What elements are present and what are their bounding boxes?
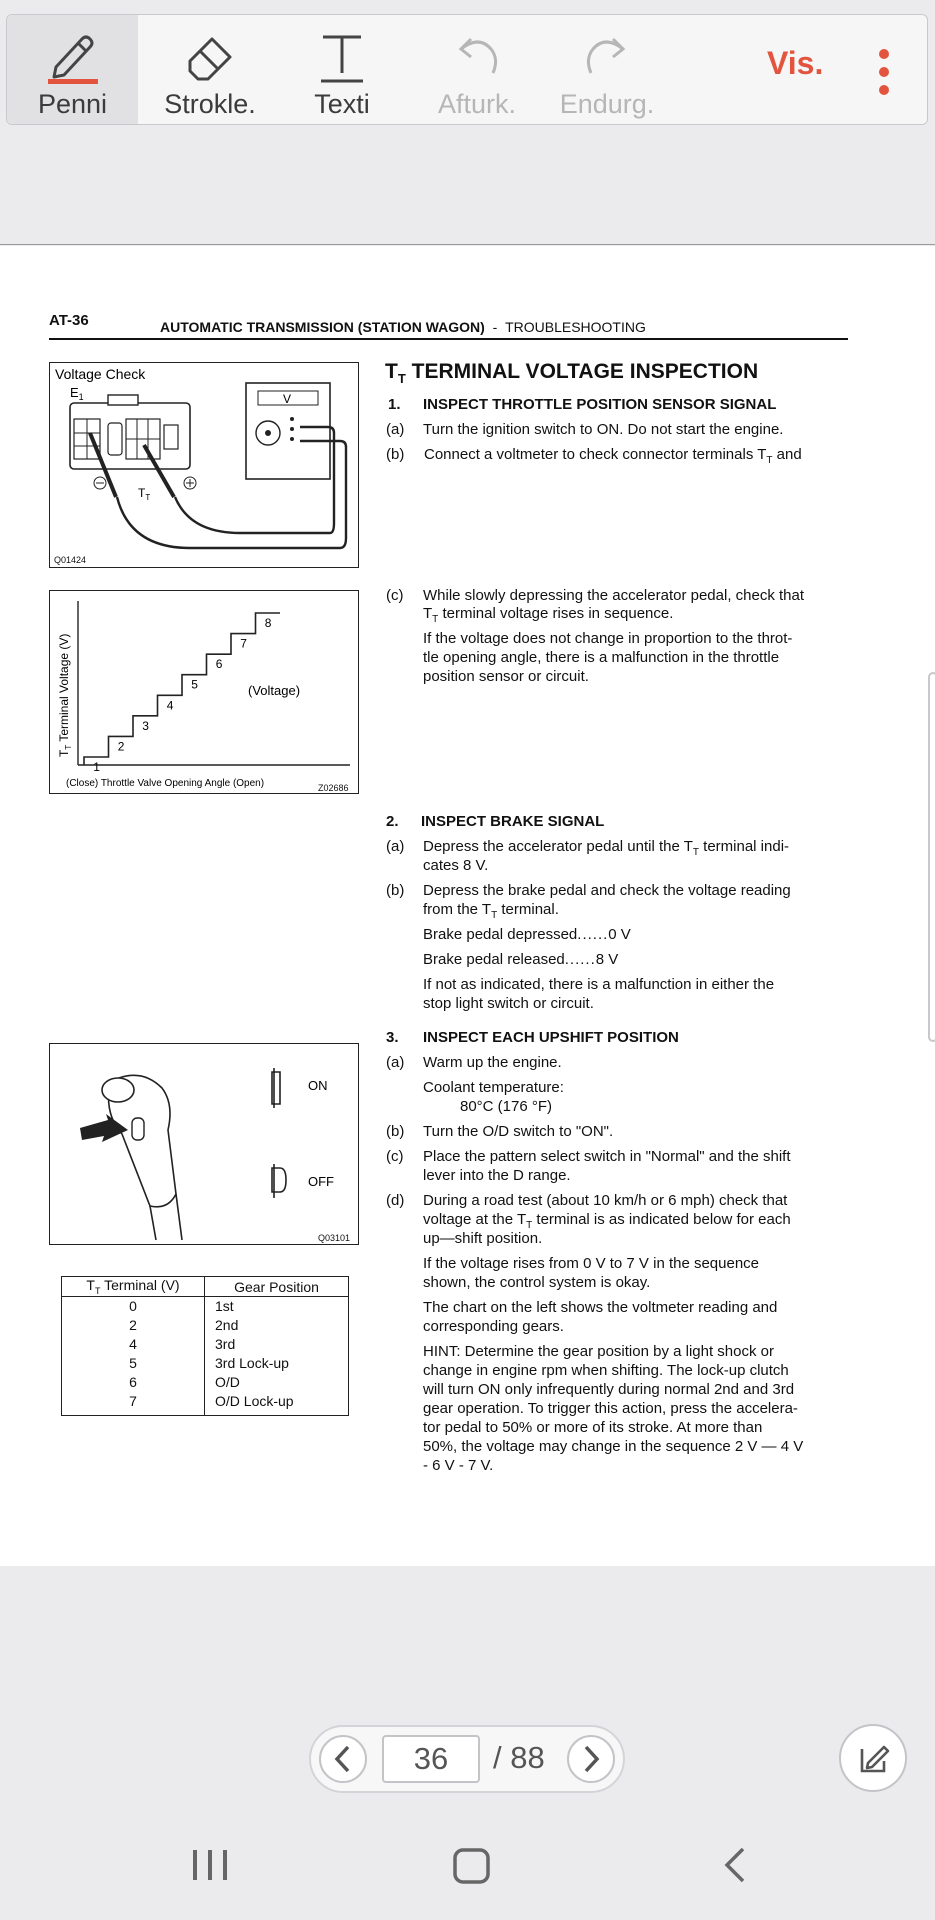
s3-b-label: (b) <box>386 1123 405 1140</box>
coolant-label: Coolant temperature: <box>423 1079 564 1096</box>
switch-off-label: OFF <box>308 1174 334 1189</box>
recent-apps-icon[interactable] <box>193 1850 227 1880</box>
table-row: 5 3rd Lock-up <box>62 1354 349 1373</box>
edit-pen-icon <box>854 1739 892 1777</box>
scroll-handle[interactable] <box>928 672 935 1042</box>
table-header-terminal: $T_T$ Terminal (V) <box>62 1277 205 1297</box>
text-icon <box>317 27 367 85</box>
step-label: 3 <box>142 718 149 733</box>
step-label: 7 <box>240 636 247 651</box>
pen-icon <box>42 27 104 85</box>
od-switch-figure <box>49 1043 359 1245</box>
s2-number: 2. <box>386 813 399 830</box>
s1-c-note2: tle opening angle, there is a malfunction in the throttle <box>423 649 780 666</box>
pen-tool-label: Penni <box>37 89 108 119</box>
document-page <box>0 246 935 1566</box>
edit-document-button[interactable] <box>839 1724 907 1792</box>
pen-tool-button[interactable] <box>7 15 138 124</box>
page-navigator <box>309 1725 625 1793</box>
eraser-tool-button[interactable] <box>151 15 269 124</box>
section-title: $T_T$ TERMINAL VOLTAGE INSPECTION <box>385 360 759 387</box>
step-label: 5 <box>191 677 198 692</box>
hint-line6: 50%, the voltage may change in the sequence 2 V — 4 V <box>423 1438 804 1455</box>
s3-number: 3. <box>386 1029 399 1046</box>
home-icon[interactable] <box>455 1850 488 1882</box>
od-figure-code: Q03101 <box>318 1233 351 1243</box>
system-navigation-bar <box>0 1810 935 1920</box>
coolant-value: 80°C (176 °F) <box>460 1098 553 1115</box>
s2-note1: If not as indicated, there is a malfunction in either the <box>423 976 775 993</box>
step-label: 6 <box>215 657 223 672</box>
s3-title: INSPECT EACH UPSHIFT POSITION <box>423 1029 679 1046</box>
s1-c-line2: $T_T$ terminal voltage rises in sequence. <box>423 605 674 625</box>
undo-icon <box>449 27 505 85</box>
hint-line2: change in engine rpm when shifting. The lock-up clutch <box>423 1362 789 1379</box>
table-row: 6 O/D <box>62 1373 349 1392</box>
chart-series-label: (Voltage) <box>248 683 301 698</box>
chart-code: Z02686 <box>318 783 349 793</box>
table-row: 2 2nd <box>62 1316 349 1335</box>
page-id: AT-36 <box>49 312 89 329</box>
s1-c-line1: While slowly depressing the accelerator pedal, check that <box>423 587 805 604</box>
s3-note1-l2: shown, the control system is okay. <box>423 1274 651 1291</box>
text-tool-label: Texti <box>314 89 370 119</box>
table-row: 4 3rd <box>62 1335 349 1354</box>
meter-label: V <box>283 392 292 406</box>
hint-line3: will turn ON only infrequently during normal 2nd and 3rd <box>423 1381 795 1398</box>
page-total: / 88 <box>493 1740 545 1775</box>
brake-released-reading: Brake pedal released......8 V <box>423 951 619 968</box>
gear-position-table <box>61 1276 349 1416</box>
step-label: 8 <box>264 616 272 630</box>
s3-a-label: (a) <box>386 1054 405 1071</box>
s3-a-text: Warm up the engine. <box>423 1054 562 1071</box>
prev-page-button[interactable] <box>319 1735 367 1783</box>
e1-label: $E_1$ <box>70 385 84 402</box>
toolbar-area <box>0 0 935 245</box>
step-label: 1 <box>93 760 100 774</box>
s3-note2-l2: corresponding gears. <box>423 1318 564 1335</box>
table-row: 0 1st <box>62 1297 349 1317</box>
annotation-toolbar <box>6 14 928 125</box>
s2-b-line1: Depress the brake pedal and check the voltage reading <box>423 882 791 899</box>
switch-on-label: ON <box>308 1078 328 1093</box>
header-rule <box>49 338 848 340</box>
s1-a-label: (a) <box>386 421 405 438</box>
s2-a-label: (a) <box>386 838 405 855</box>
hint-line4: gear operation. To trigger this action, press the accelera- <box>423 1400 798 1417</box>
s3-d-line1: During a road test (about 10 km/h or 6 mph) check that <box>423 1192 788 1209</box>
step-label: 2 <box>117 739 125 754</box>
s3-c-line1: Place the pattern select switch in "Normal" and the shift <box>423 1148 791 1165</box>
view-button[interactable]: Vis. <box>767 45 824 81</box>
page-number-input[interactable] <box>382 1735 480 1783</box>
s3-c-label: (c) <box>386 1148 404 1165</box>
table-row: 7 O/D Lock-up <box>62 1392 349 1416</box>
undo-label: Afturk. <box>437 89 517 119</box>
s1-b-label: (b) <box>386 446 405 463</box>
s1-a-text: Turn the ignition switch to ON. Do not start the engine. <box>423 421 784 438</box>
eraser-icon <box>182 27 238 85</box>
s1-number: 1. <box>388 396 401 413</box>
terminal-voltage-chart <box>49 590 359 794</box>
s2-b-line2: from the $T_T$ terminal. <box>423 901 559 921</box>
redo-button[interactable] <box>547 15 667 124</box>
voltage-check-title: Voltage Check <box>55 366 146 382</box>
s1-c-note1: If the voltage does not change in proportion to the throt- <box>423 630 793 647</box>
s3-c-line2: lever into the D range. <box>423 1167 571 1184</box>
s2-b-label: (b) <box>386 882 405 899</box>
step-label: 4 <box>166 698 174 713</box>
s2-note2: stop light switch or circuit. <box>423 995 594 1012</box>
s3-b-text: Turn the O/D switch to "ON". <box>423 1123 614 1140</box>
hint-line5: tor pedal to 50% or more of its stroke. At more than <box>423 1419 763 1436</box>
s3-d-label: (d) <box>386 1192 405 1209</box>
chevron-left-icon <box>331 1744 355 1774</box>
hint-line1: HINT: Determine the gear position by a light shock or <box>423 1343 774 1360</box>
eraser-tool-label: Strokle. <box>164 89 256 119</box>
header-title: AUTOMATIC TRANSMISSION (STATION WAGON) - TROUBLESHOOTING <box>160 319 646 335</box>
s3-d-line3: up—shift position. <box>423 1230 543 1247</box>
next-page-button[interactable] <box>567 1735 615 1783</box>
voltage-check-figure <box>49 362 359 568</box>
undo-button[interactable] <box>417 15 537 124</box>
back-icon[interactable] <box>727 1849 743 1881</box>
s1-title: INSPECT THROTTLE POSITION SENSOR SIGNAL <box>423 396 777 413</box>
text-tool-button[interactable] <box>292 15 392 124</box>
brake-depressed-reading: Brake pedal depressed......0 V <box>423 926 631 943</box>
s2-a-line1: Depress the accelerator pedal until the $T_T$ terminal indi- <box>423 838 790 858</box>
hint-line7: - 6 V - 7 V. <box>423 1457 494 1474</box>
more-options-icon[interactable] <box>877 49 891 99</box>
chart-y-label: $T_T$ Terminal Voltage (V) <box>57 633 73 757</box>
s2-title: INSPECT BRAKE SIGNAL <box>421 813 605 830</box>
s2-a-line2: cates 8 V. <box>423 857 489 874</box>
chart-x-label: (Close) Throttle Valve Opening Angle (Open) <box>66 778 265 789</box>
s3-note1-l1: If the voltage rises from 0 V to 7 V in the sequence <box>423 1255 760 1272</box>
chevron-right-icon <box>579 1744 603 1774</box>
s3-d-line2: voltage at the $T_T$ terminal is as indicated below for each <box>423 1211 791 1231</box>
table-header-gear: Gear Position <box>205 1277 349 1297</box>
s1-c-note3: position sensor or circuit. <box>423 668 589 685</box>
s1-c-label: (c) <box>386 587 404 604</box>
tt-label: $T_T$ <box>138 486 151 502</box>
redo-icon <box>579 27 635 85</box>
s1-b-text: Connect a voltmeter to check connector terminals $T_T$ and <box>424 446 802 466</box>
s3-note2-l1: The chart on the left shows the voltmeter reading and <box>423 1299 778 1316</box>
figure-code: Q01424 <box>54 555 87 565</box>
redo-label: Endurg. <box>559 89 655 119</box>
